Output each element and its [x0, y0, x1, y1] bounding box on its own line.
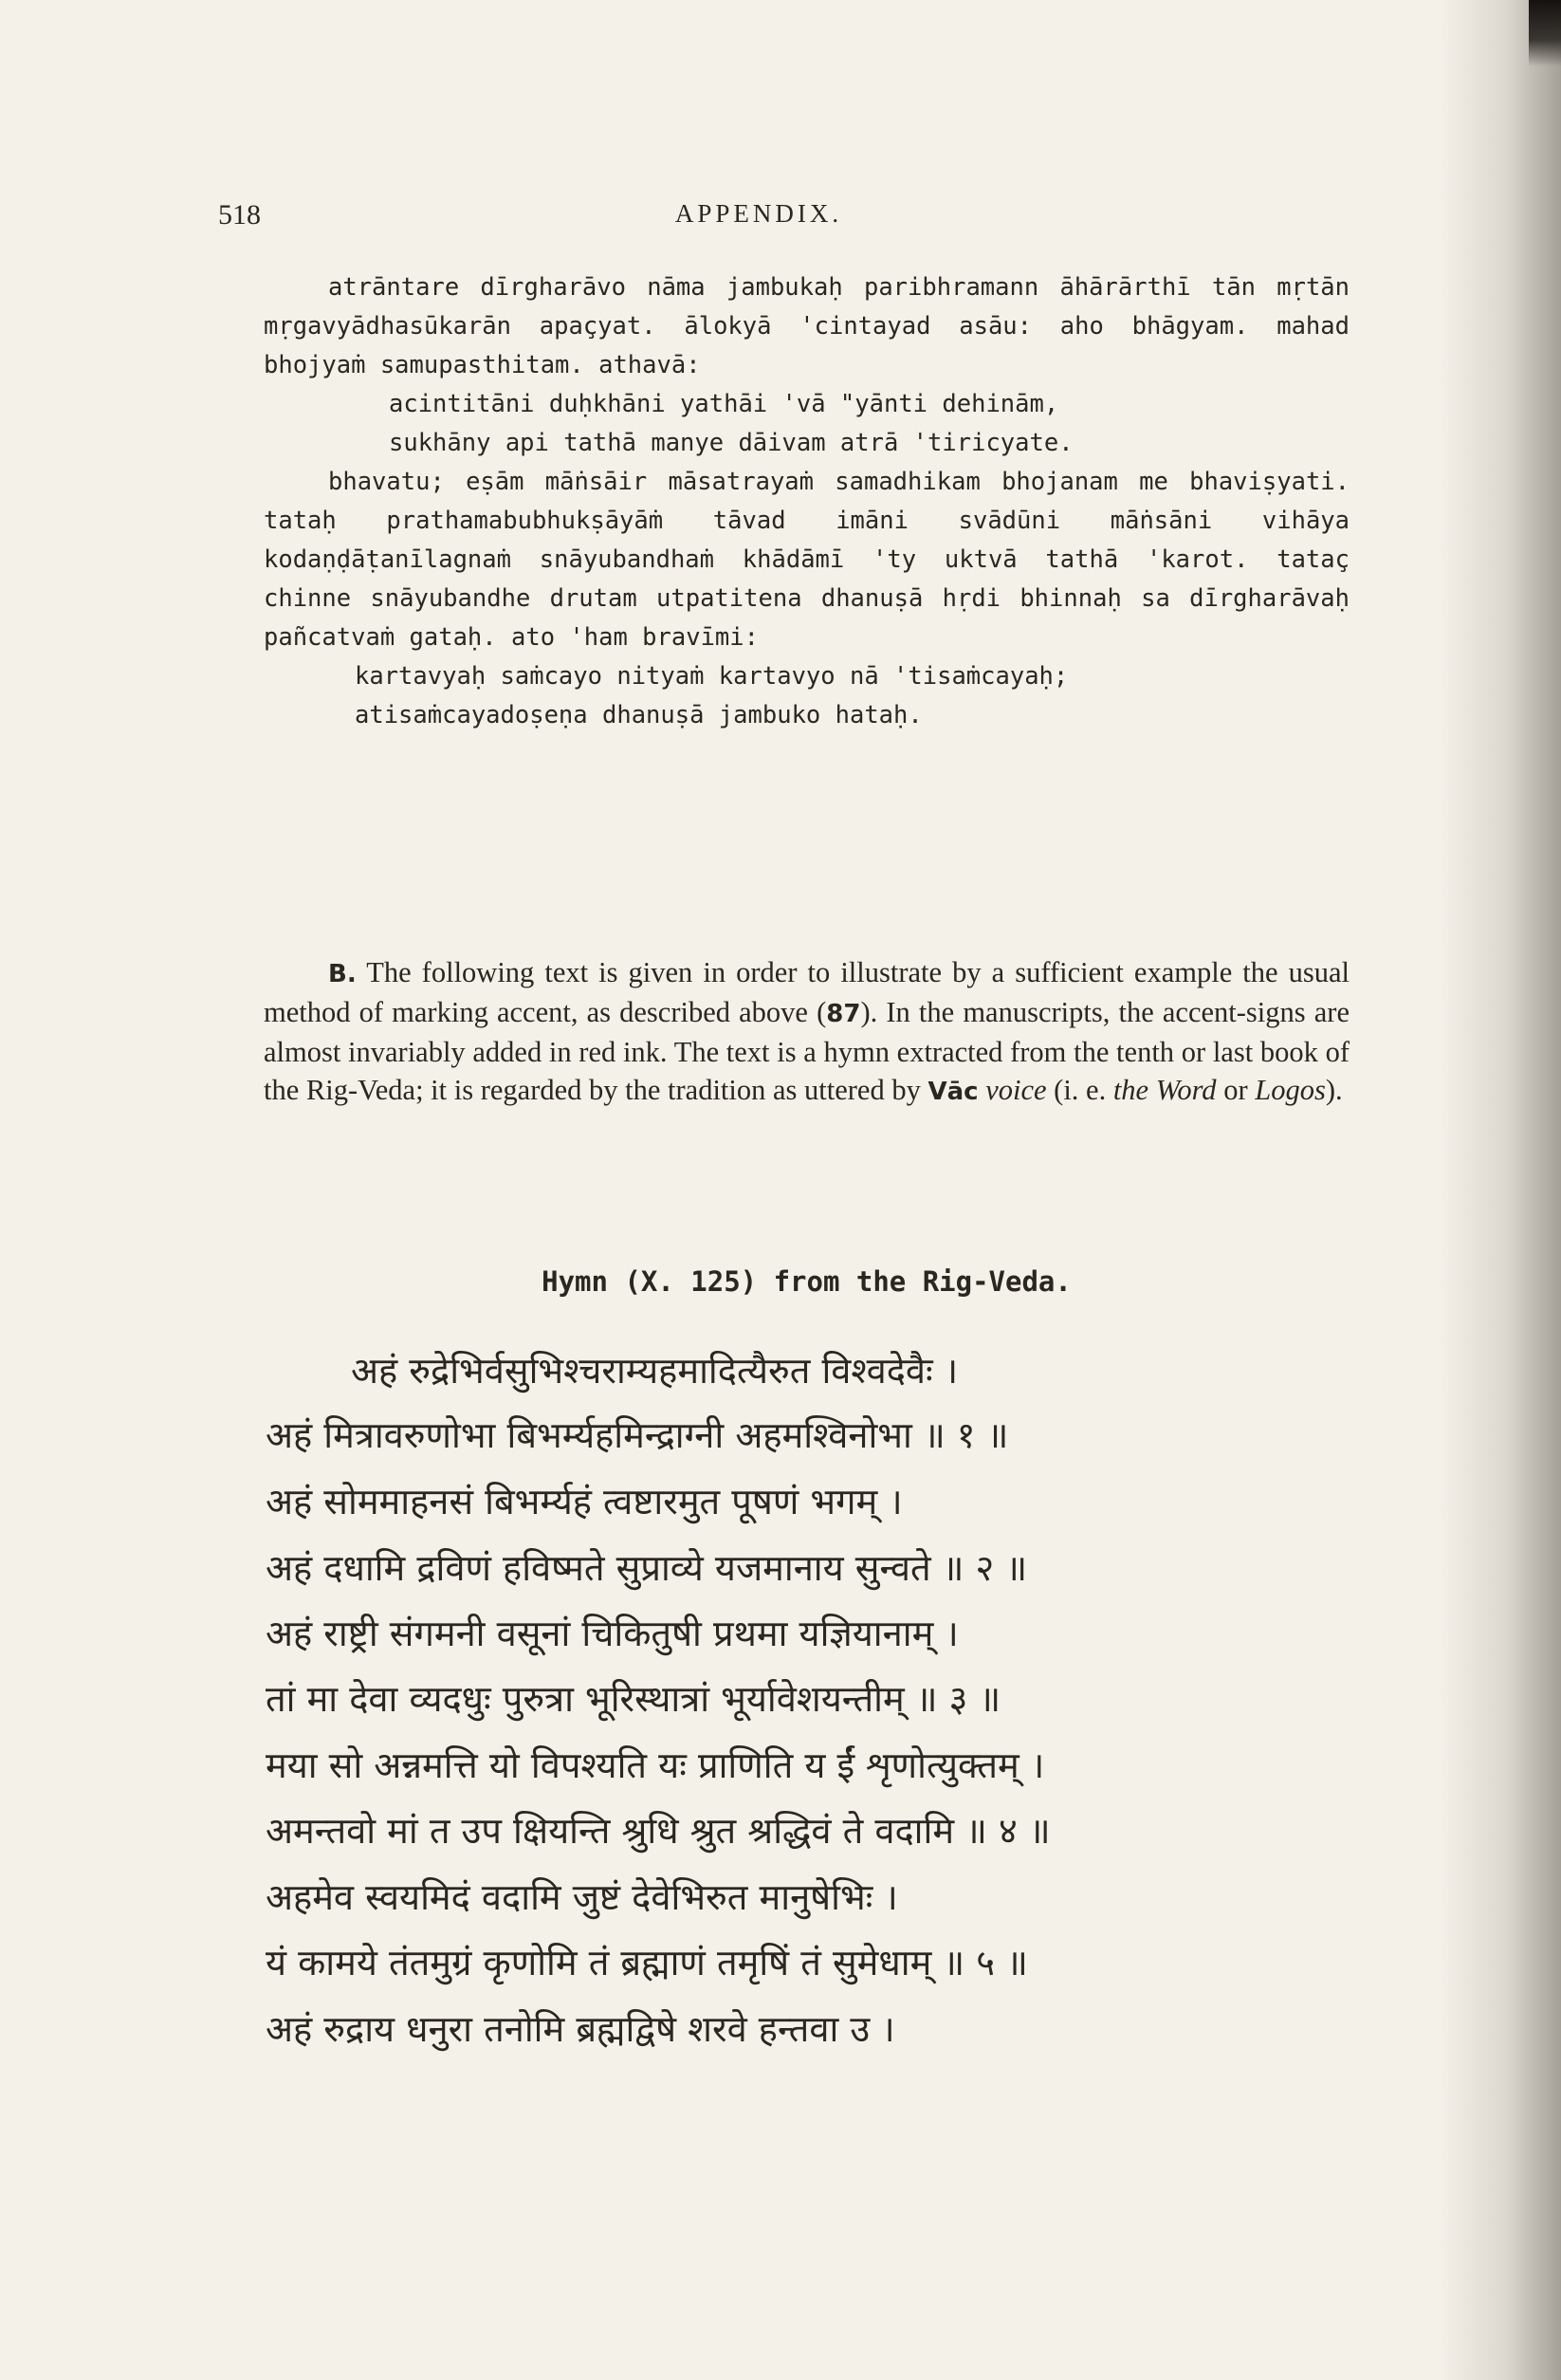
section-text-5: or: [1216, 1074, 1256, 1106]
page-header: [218, 199, 1299, 237]
transliteration-block: [264, 268, 1350, 735]
running-head: APPENDIX.: [674, 199, 843, 228]
hymn-line-11: अहं रुद्राय धनुरा तनोमि ब्रह्मद्विषे शरवे हन्तवा उ ।: [266, 2008, 895, 2050]
section-voice: voice: [985, 1074, 1047, 1106]
section-ref: 87: [826, 1000, 861, 1028]
hymn-line-4: अहं दधामि द्रविणं हविष्मते सुप्राव्ये यजमानाय सुन्वते ॥ २ ॥: [266, 1547, 1028, 1589]
section-b-paragraph: [264, 953, 1350, 1111]
hymn-line-6: तां मा देवा व्यदधुः पुरुत्रा भूरिस्थात्रां भूर्यावेशयन्तीम् ॥ ३ ॥: [266, 1678, 1001, 1720]
hymn-line-10: यं कामये तंतमुग्रं कृणोमि तं ब्रह्माणं तमृषिं तं सुमेधाम् ॥ ५ ॥: [266, 1942, 1028, 1983]
page-gutter-shadow: [1438, 0, 1561, 2380]
hymn-line-8: अमन्तवो मां त उप क्षियन्ति श्रुधि श्रुत श्रद्धिवं ते वदामि ॥ ४ ॥: [266, 1810, 1051, 1852]
verse-2-line-2: atisaṁcayadoṣeṇa dhanuṣā jambuko hataḥ.: [355, 701, 923, 729]
section-text-6: ).: [1325, 1074, 1343, 1106]
page-corner-mark: [1529, 0, 1561, 66]
hymn-line-9: अहमेव स्वयमिदं वदामि जुष्टं देवेभिरुत मानुषेभिः ।: [266, 1876, 898, 1918]
prose-paragraph-2: bhavatu; eṣām māṅsāir māsatrayaṁ samadhikam bhojanam me bhaviṣyati. tataḥ prathamabubhukṣāyāṁ tāvad imāni svādūni māṅsāni vihāya kodaṇḍāṭanīlagnaṁ snāyubandhaṁ khādāmī 'ty uktvā tathā 'karot. tataç chinne snāyubandhe drutam utpatitena dhanuṣā hṛdi bhinnaḥ sa dīrgharāvaḥ pañcatvaṁ gataḥ. ato 'ham bravīmi:: [264, 468, 1350, 652]
verse-1-line-1: acintitāni duḥkhāni yathāi 'vā "yānti dehinām,: [389, 390, 1059, 418]
section-text-1: The following text is given in order to illustrate by a sufficient example the usual method of marking accent, as described above (: [264, 956, 1350, 1028]
hymn-line-7: मया सो अन्नमत्ति यो विपश्यति यः प्राणिति य ईं शृणोत्युक्तम् ।: [266, 1744, 1045, 1786]
prose-paragraph-1: atrāntare dīrgharāvo nāma jambukaḥ paribhramann āhārārthī tān mṛtān mṛgavyādhasūkarān apaçyat. ālokyā 'cintayad asāu: aho bhāgyam. mahad bhojyaṁ samupasthitam. athavā:: [264, 273, 1350, 379]
section-logos: Logos: [1255, 1074, 1326, 1106]
section-the-word: the Word: [1112, 1074, 1217, 1106]
verse-1-line-2: sukhāny api tathā manye dāivam atrā 'tiricyate.: [389, 429, 1074, 457]
verse-2-line-1: kartavyaḥ saṁcayo nityaṁ kartavyo nā 'tisaṁcayaḥ;: [355, 662, 1069, 691]
section-vac: Vāc: [927, 1078, 979, 1106]
hymn-line-2: अहं मित्रावरुणोभा बिभर्म्यहमिन्द्राग्नी अहमश्विनोभा ॥ १ ॥: [266, 1414, 1009, 1456]
hymn-line-5: अहं राष्ट्री संगमनी वसूनां चिकितुषी प्रथमा यज्ञियानाम् ।: [266, 1613, 959, 1654]
hymn-line-3: अहं सोममाहनसं बिभर्म्यहं त्वष्टारमुत पूषणं भगम् ।: [266, 1481, 903, 1522]
hymn-title: Hymn (X. 125) from the Rig-Veda.: [542, 1265, 1072, 1298]
section-label: B.: [328, 960, 357, 988]
section-text-2: ). In the manuscripts, the accent-signs are almost invariably added in red ink. The text is a hymn extracted from the tenth or last book of the Rig-Veda; it is regarded by the tradition as uttered by: [264, 996, 1350, 1106]
section-text-4: (i. e.: [1046, 1074, 1113, 1106]
page-number: 518: [218, 199, 261, 231]
hymn-line-1: अहं रुद्रेभिर्वसुभिश्चराम्यहमादित्यैरुत विश्वदेवैः ।: [351, 1350, 959, 1392]
